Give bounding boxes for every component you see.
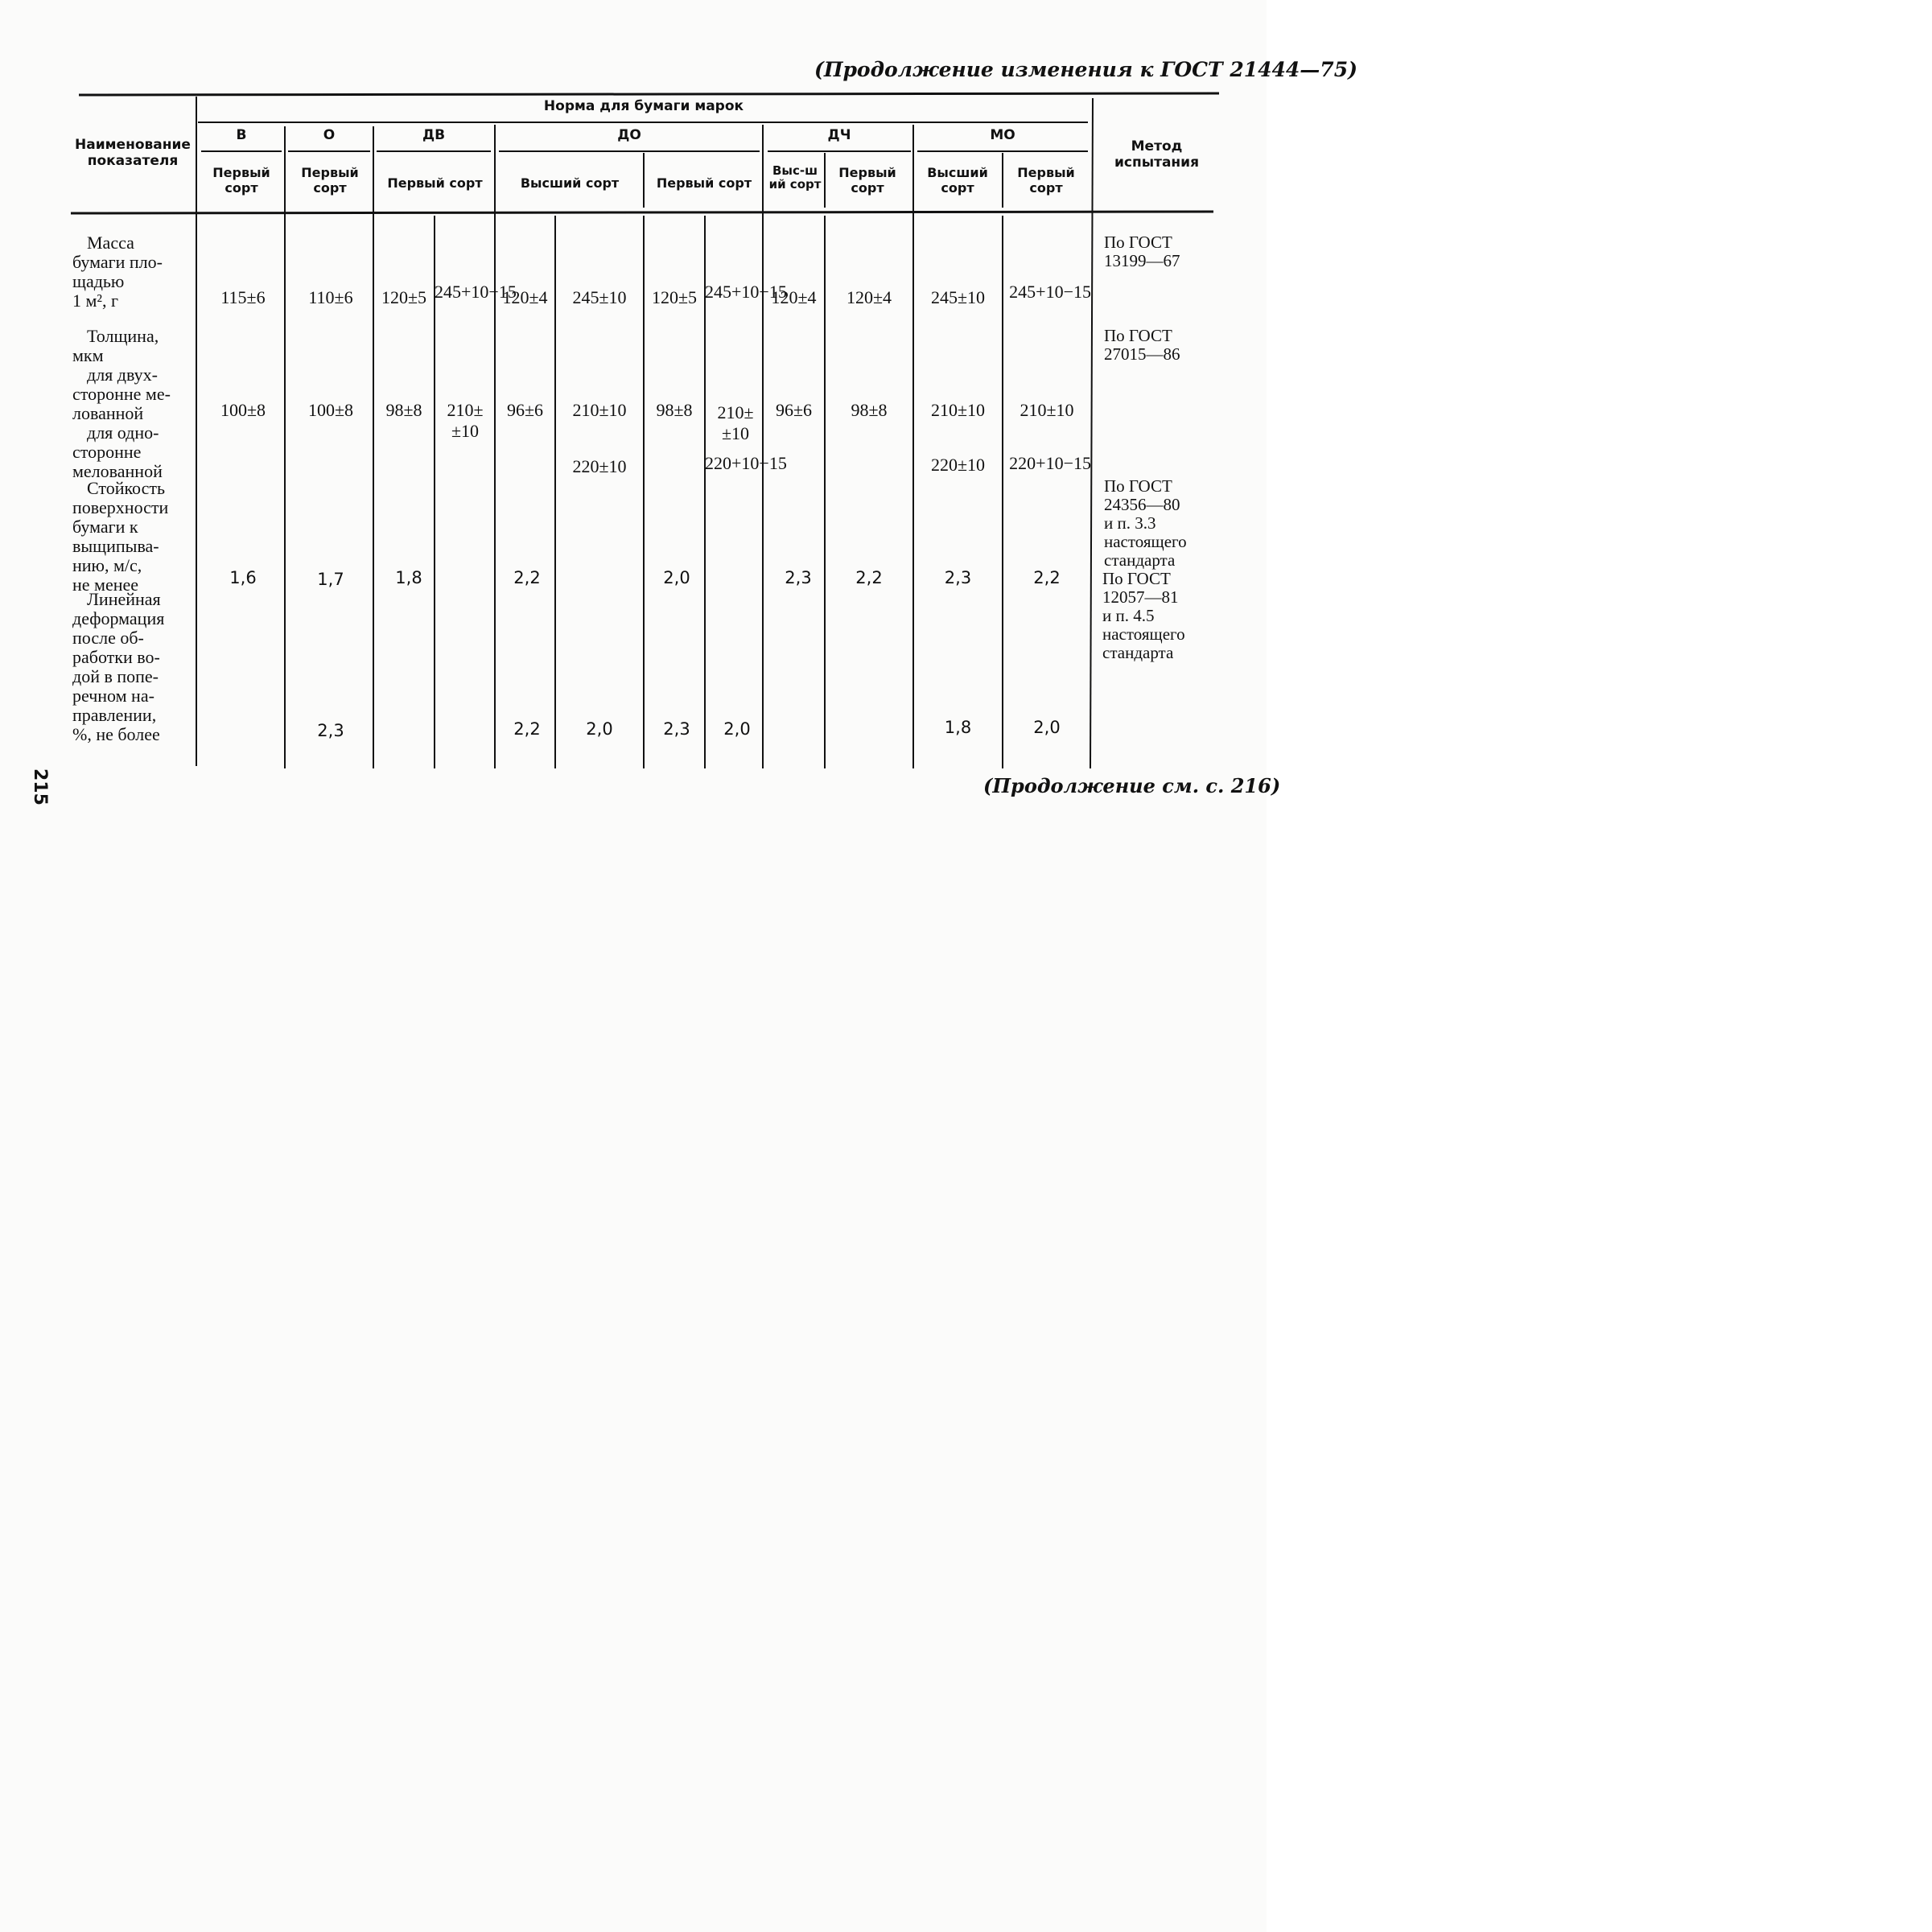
method-mass: По ГОСТ 13199—67 [1104,233,1180,270]
cell-resist-dch-high: 2,3 [785,568,812,587]
cell-mass-do-3: 120±5 [651,287,698,307]
cell-thick2-dch-2: 98±8 [851,400,888,420]
cell-thick1-do-4: 220+10−15 [705,453,787,473]
cell-thick2-o: 100±8 [307,400,354,420]
cell-mass-do-4: 245+10−15 [705,282,787,302]
method-header: Метод испытания [1114,138,1199,171]
cell-thick2-dv-1: 98±8 [385,400,422,420]
cell-thick2-mo-2: 210±10 [1020,400,1074,420]
cell-thick1-mo-2: 220+10−15 [1009,453,1091,473]
cell-deform-do-3: 2,3 [663,719,690,739]
grade-v-first: Первый сорт [212,165,270,196]
norm-header: Норма для бумаги марок [543,98,744,114]
cell-thick2-do-3: 98±8 [656,400,693,420]
cell-thick2-dv-2: 210± ±10 [447,400,484,441]
cell-resist-v: 1,6 [229,568,257,587]
grade-mo-first: Первый сорт [1017,165,1075,196]
cell-resist-do-high: 2,2 [513,568,541,587]
row-resistance-name: Стойкость поверхности бумаги к выщипыва- нию, м/с, не менее [72,478,169,595]
cell-thick2-dch-1: 96±6 [775,400,813,420]
cell-deform-do-1: 2,2 [513,719,541,739]
cell-mass-do-1: 120±4 [502,287,548,307]
page-number: 215 [30,768,50,805]
cell-deform-mo-2: 2,0 [1033,718,1061,737]
cell-thick2-do-2: 210±10 [572,400,627,420]
method-deformation: По ГОСТ 12057—81 и п. 4.5 настоящего стандарта [1102,569,1185,662]
cell-thick2-v: 100±8 [220,400,266,420]
grade-o-first: Первый сорт [301,165,359,196]
grade-do-first: Первый сорт [656,175,752,191]
method-resistance: По ГОСТ 24356—80 и п. 3.3 настоящего стандарта [1104,476,1187,570]
col-name-header: Наименование показателя [75,137,191,169]
grade-do-high: Высший сорт [520,175,620,191]
cell-thick2-mo-1: 210±10 [930,400,986,420]
cell-deform-do-4: 2,0 [723,719,751,739]
grade-mo-high: Высший сорт [927,165,988,196]
row-deformation-name: Линейная деформация после об- работки во- дой в попе- речном на- правлении, %, не более [72,589,165,744]
method-thickness: По ГОСТ 27015—86 [1104,326,1180,364]
cell-deform-mo-1: 1,8 [944,718,972,737]
brand-dv: ДВ [422,127,446,143]
grade-dch-first: Первый сорт [838,165,896,196]
brand-o: О [323,127,336,143]
grade-dch-high: Выс-ший сорт [768,163,822,192]
brand-dch: ДЧ [827,127,851,143]
cell-mass-dv-1: 120±5 [381,287,427,307]
cell-mass-mo-2: 245+10−15 [1009,282,1091,302]
brand-mo: МО [990,127,1015,143]
cell-resist-dv: 1,8 [395,568,422,587]
continuation-header: (Продолжение изменения к ГОСТ 21444—75) [814,58,1357,81]
row-thickness-name: Толщина, мкм для двух- сторонне ме- лованной для одно- сторонне мелованной [72,326,171,481]
continuation-footer: (Продолжение см. с. 216) [983,774,1281,797]
cell-thick1-do-2: 220±10 [572,456,627,476]
cell-mass-v: 115±6 [220,287,266,307]
cell-deform-do-2: 2,0 [586,719,613,739]
cell-mass-mo-1: 245±10 [930,287,986,307]
cell-resist-do-first: 2,0 [663,568,690,587]
row-mass-name: Масса бумаги пло- щадью 1 м², г [72,233,163,311]
cell-deform-o: 2,3 [317,721,344,740]
cell-mass-dch-1: 120±4 [771,287,817,307]
cell-resist-o: 1,7 [317,570,344,589]
brand-v: В [236,127,247,143]
cell-thick2-do-1: 96±6 [506,400,544,420]
cell-resist-mo-high: 2,3 [944,568,972,587]
cell-resist-mo-first: 2,2 [1033,568,1061,587]
cell-mass-dch-2: 120±4 [846,287,892,307]
cell-thick2-do-4: 210± ±10 [717,402,754,443]
grade-dv-first: Первый сорт [387,175,483,191]
cell-thick1-mo-1: 220±10 [930,455,986,475]
cell-resist-dch-first: 2,2 [855,568,883,587]
cell-mass-o: 110±6 [308,287,353,307]
cell-mass-do-2: 245±10 [572,287,627,307]
cell-mass-dv-2: 245+10−15 [435,282,517,302]
brand-do: ДО [617,127,641,143]
